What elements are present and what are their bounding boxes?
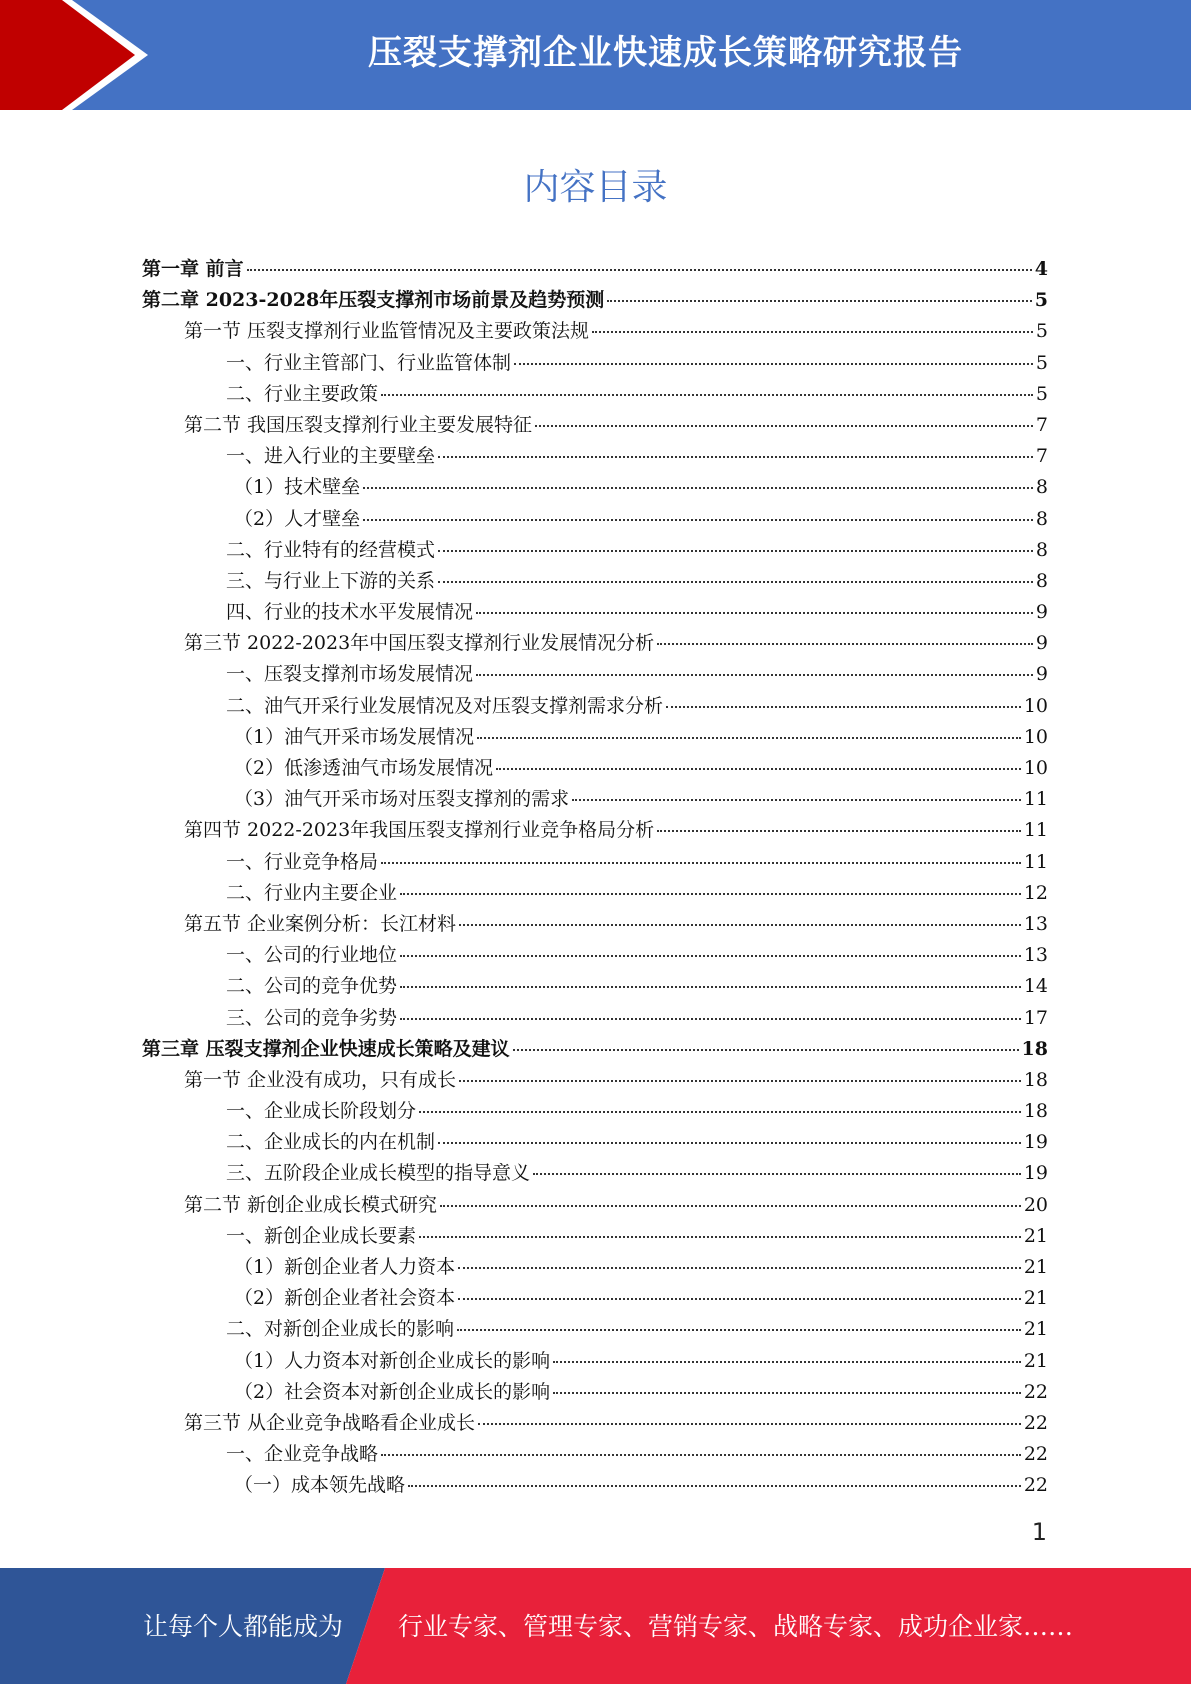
toc-entry[interactable] [142,1065,1048,1096]
toc-entry[interactable] [142,1252,1048,1283]
toc-dot-leader [419,1111,1021,1113]
toc-dot-leader [514,363,1033,365]
toc-dot-leader [438,581,1033,583]
toc-entry-page: 22 [1023,1474,1048,1497]
toc-entry[interactable] [142,971,1048,1002]
toc-entry[interactable] [142,722,1048,753]
footer-slogan-right: 行业专家、管理专家、营销专家、战略专家、成功企业家…… [398,1612,1074,1641]
toc-entry-title: （1）技术壁垒 [234,476,361,499]
toc-entry-title: 二、行业特有的经营模式 [226,538,436,561]
toc-entry-page: 21 [1023,1256,1048,1278]
toc-entry-title: （1）人力资本对新创企业成长的影响 [234,1349,551,1372]
toc-entry[interactable] [142,472,1048,503]
toc-entry-title: 三、五阶段企业成长模型的指导意义 [226,1162,531,1185]
toc-entry-page: 10 [1023,725,1048,748]
toc-dot-leader [533,1173,1021,1175]
toc-entry-page: 11 [1023,819,1048,842]
toc-entry-page: 8 [1035,538,1048,561]
toc-entry-page: 5 [1035,320,1048,343]
toc-entry-page: 21 [1023,1224,1048,1247]
toc-heading: 内容目录 [523,167,668,208]
toc-entry-page: 13 [1023,912,1048,935]
toc-entry-title: 第五节 企业案例分析：长江材料 [184,912,457,935]
toc-entry-page: 7 [1035,445,1048,468]
toc-entry-page: 19 [1023,1162,1048,1185]
toc-entry-page: 7 [1035,413,1048,436]
toc-dot-leader [440,1205,1021,1207]
toc-entry[interactable] [142,1003,1048,1034]
toc-entry[interactable] [142,1470,1048,1501]
toc-entry-title: 二、企业成长的内在机制 [226,1131,436,1154]
toc-entry-title: 第一节 压裂支撑剂行业监管情况及主要政策法规 [184,320,590,343]
toc-dot-leader [513,1049,1019,1051]
toc-entry-title: 二、油气开采行业发展情况及对压裂支撑剂需求分析 [226,694,664,717]
toc-entry[interactable] [142,1127,1048,1158]
toc-entry-title: （2）人才壁垒 [234,507,361,530]
toc-dot-leader [592,331,1033,333]
toc-dot-leader [438,1142,1021,1144]
toc-dot-leader [457,1329,1021,1331]
toc-entry-title: （1）新创企业者人力资本 [234,1256,456,1278]
toc-entry-page: 22 [1023,1411,1048,1434]
toc-entry[interactable] [142,535,1048,566]
toc-entry-page: 5 [1035,351,1048,374]
toc-dot-leader [477,737,1021,739]
footer-banner [0,1568,1191,1684]
toc-entry-title: （一）成本领先战略 [234,1474,406,1497]
toc-entry[interactable] [142,940,1048,971]
toc-entry-page: 18 [1023,1068,1048,1091]
toc-entry-page: 22 [1023,1443,1048,1466]
toc-dot-leader [381,394,1033,396]
toc-dot-leader [657,643,1033,645]
toc-entry[interactable] [142,597,1048,628]
toc-entry[interactable] [142,316,1048,347]
toc-entry-title: 四、行业的技术水平发展情况 [226,601,474,624]
toc-entry-page: 9 [1035,601,1048,624]
toc-dot-leader [458,1267,1021,1269]
toc-entry-title: 一、公司的行业地位 [226,944,398,967]
toc-dot-leader [400,893,1021,895]
toc-entry-page: 5 [1035,382,1048,405]
toc-entry-title: 第一节 企业没有成功，只有成长 [184,1068,457,1091]
toc-entry-page: 22 [1023,1380,1048,1403]
toc-entry[interactable] [142,815,1048,846]
toc-dot-leader [476,612,1033,614]
toc-dot-leader [438,550,1033,552]
toc-entry[interactable] [142,1096,1048,1127]
toc-entry[interactable] [142,566,1048,597]
toc-entry[interactable] [142,1439,1048,1470]
toc-entry-title: （2）低渗透油气市场发展情况 [234,757,494,779]
footer-slogan-left: 让每个人都能成为 [143,1612,344,1641]
toc-entry-page: 11 [1023,788,1048,811]
toc-entry-page: 21 [1023,1318,1048,1341]
toc-entry[interactable] [142,1377,1048,1408]
toc-entry[interactable] [142,504,1048,535]
toc-dot-leader [363,519,1033,521]
toc-dot-leader [381,1454,1021,1456]
toc-entry-page: 17 [1023,1006,1048,1029]
toc-dot-leader [459,924,1021,926]
toc-entry-title: 一、新创企业成长要素 [226,1224,417,1247]
toc-dot-leader [478,1423,1021,1425]
toc-entry-title: （2）新创企业者社会资本 [234,1287,456,1310]
report-title: 压裂支撑剂企业快速成长策略研究报告 [368,33,963,73]
table-of-contents [142,254,1048,1502]
toc-entry[interactable] [142,1408,1048,1439]
toc-dot-leader [363,487,1033,489]
toc-entry-page: 21 [1023,1349,1048,1372]
toc-entry-page: 8 [1035,569,1048,592]
toc-entry[interactable] [142,410,1048,441]
toc-dot-leader [458,1298,1021,1300]
toc-entry[interactable] [142,628,1048,659]
toc-dot-leader [419,1236,1021,1238]
toc-dot-leader [438,456,1033,458]
toc-entry[interactable] [142,753,1048,784]
toc-entry-title: 三、与行业上下游的关系 [226,569,436,592]
toc-entry-title: 第二节 新创企业成长模式研究 [184,1193,438,1216]
toc-dot-leader [607,300,1032,302]
toc-entry-title: 一、行业竞争格局 [226,850,379,873]
toc-dot-leader [553,1361,1021,1363]
toc-entry[interactable] [142,909,1048,940]
toc-entry[interactable] [142,784,1048,815]
toc-dot-leader [496,768,1021,770]
toc-entry[interactable] [142,285,1048,316]
toc-entry-title: 第二节 我国压裂支撑剂行业主要发展特征 [184,413,533,436]
toc-entry[interactable] [142,691,1048,722]
toc-entry-page: 9 [1035,632,1048,655]
toc-entry-page: 10 [1023,694,1048,717]
toc-entry[interactable] [142,1346,1048,1377]
toc-dot-leader [400,1018,1021,1020]
toc-entry[interactable] [142,1034,1048,1065]
toc-entry-page: 10 [1023,757,1048,779]
toc-dot-leader [459,1080,1021,1082]
toc-entry-page: 4 [1034,258,1048,280]
toc-entry[interactable] [142,1283,1048,1314]
toc-entry-page: 9 [1035,663,1048,686]
toc-entry-title: 一、压裂支撑剂市场发展情况 [226,663,474,686]
toc-entry-page: 11 [1023,850,1048,873]
toc-entry[interactable] [142,379,1048,410]
toc-entry-page: 14 [1023,975,1048,998]
toc-entry-title: 第一章 前言 [142,258,244,280]
toc-entry[interactable] [142,1190,1048,1221]
header-banner [0,0,1191,110]
toc-dot-leader [247,269,1032,271]
toc-entry-title: 二、对新创企业成长的影响 [226,1318,455,1341]
toc-entry-title: （1）油气开采市场发展情况 [234,725,475,748]
toc-entry-title: 一、企业成长阶段划分 [226,1100,417,1123]
toc-entry-page: 18 [1023,1100,1048,1123]
toc-entry-page: 18 [1021,1037,1048,1060]
toc-entry-title: （3）油气开采市场对压裂支撑剂的需求 [234,788,570,811]
toc-dot-leader [400,955,1021,957]
toc-entry[interactable] [142,847,1048,878]
toc-entry-title: 第三节 从企业竞争战略看企业成长 [184,1411,476,1434]
toc-entry-page: 12 [1023,881,1048,904]
toc-entry[interactable] [142,441,1048,472]
toc-entry[interactable] [142,878,1048,909]
toc-dot-leader [657,830,1021,832]
toc-dot-leader [666,706,1021,708]
toc-entry-title: 二、行业主要政策 [226,382,379,405]
toc-entry-title: 第三章 压裂支撑剂企业快速成长策略及建议 [142,1037,510,1060]
toc-entry-title: （2）社会资本对新创企业成长的影响 [234,1380,551,1403]
toc-entry[interactable] [142,348,1048,379]
toc-dot-leader [476,674,1033,676]
toc-entry-page: 13 [1023,944,1048,967]
toc-entry-title: 第四节 2022-2023年我国压裂支撑剂行业竞争格局分析 [184,819,655,842]
toc-entry-title: 二、公司的竞争优势 [226,975,398,998]
toc-dot-leader [553,1392,1021,1394]
toc-entry-page: 21 [1023,1287,1048,1310]
toc-entry[interactable] [142,659,1048,690]
toc-entry[interactable] [142,1221,1048,1252]
toc-entry-page: 8 [1035,507,1048,530]
toc-entry-page: 19 [1023,1131,1048,1154]
toc-entry-title: 第二章 2023-2028年压裂支撑剂市场前景及趋势预测 [142,289,605,312]
toc-dot-leader [572,799,1021,801]
toc-entry[interactable] [142,254,1048,285]
toc-entry-page: 5 [1034,289,1048,312]
page-number: 1 [1031,1518,1047,1546]
toc-entry-title: 第三节 2022-2023年中国压裂支撑剂行业发展情况分析 [184,632,655,655]
toc-dot-leader [400,986,1021,988]
toc-dot-leader [381,862,1021,864]
toc-entry-title: 一、行业主管部门、行业监管体制 [226,351,512,374]
toc-entry-title: 二、行业内主要企业 [226,881,398,904]
toc-entry[interactable] [142,1314,1048,1345]
toc-entry-title: 三、公司的竞争劣势 [226,1006,398,1029]
toc-dot-leader [408,1485,1021,1487]
toc-entry-title: 一、进入行业的主要壁垒 [226,445,436,468]
toc-dot-leader [535,425,1033,427]
toc-entry-page: 8 [1035,476,1048,499]
toc-entry-page: 20 [1023,1193,1048,1216]
toc-entry[interactable] [142,1158,1048,1189]
toc-entry-title: 一、企业竞争战略 [226,1443,379,1466]
